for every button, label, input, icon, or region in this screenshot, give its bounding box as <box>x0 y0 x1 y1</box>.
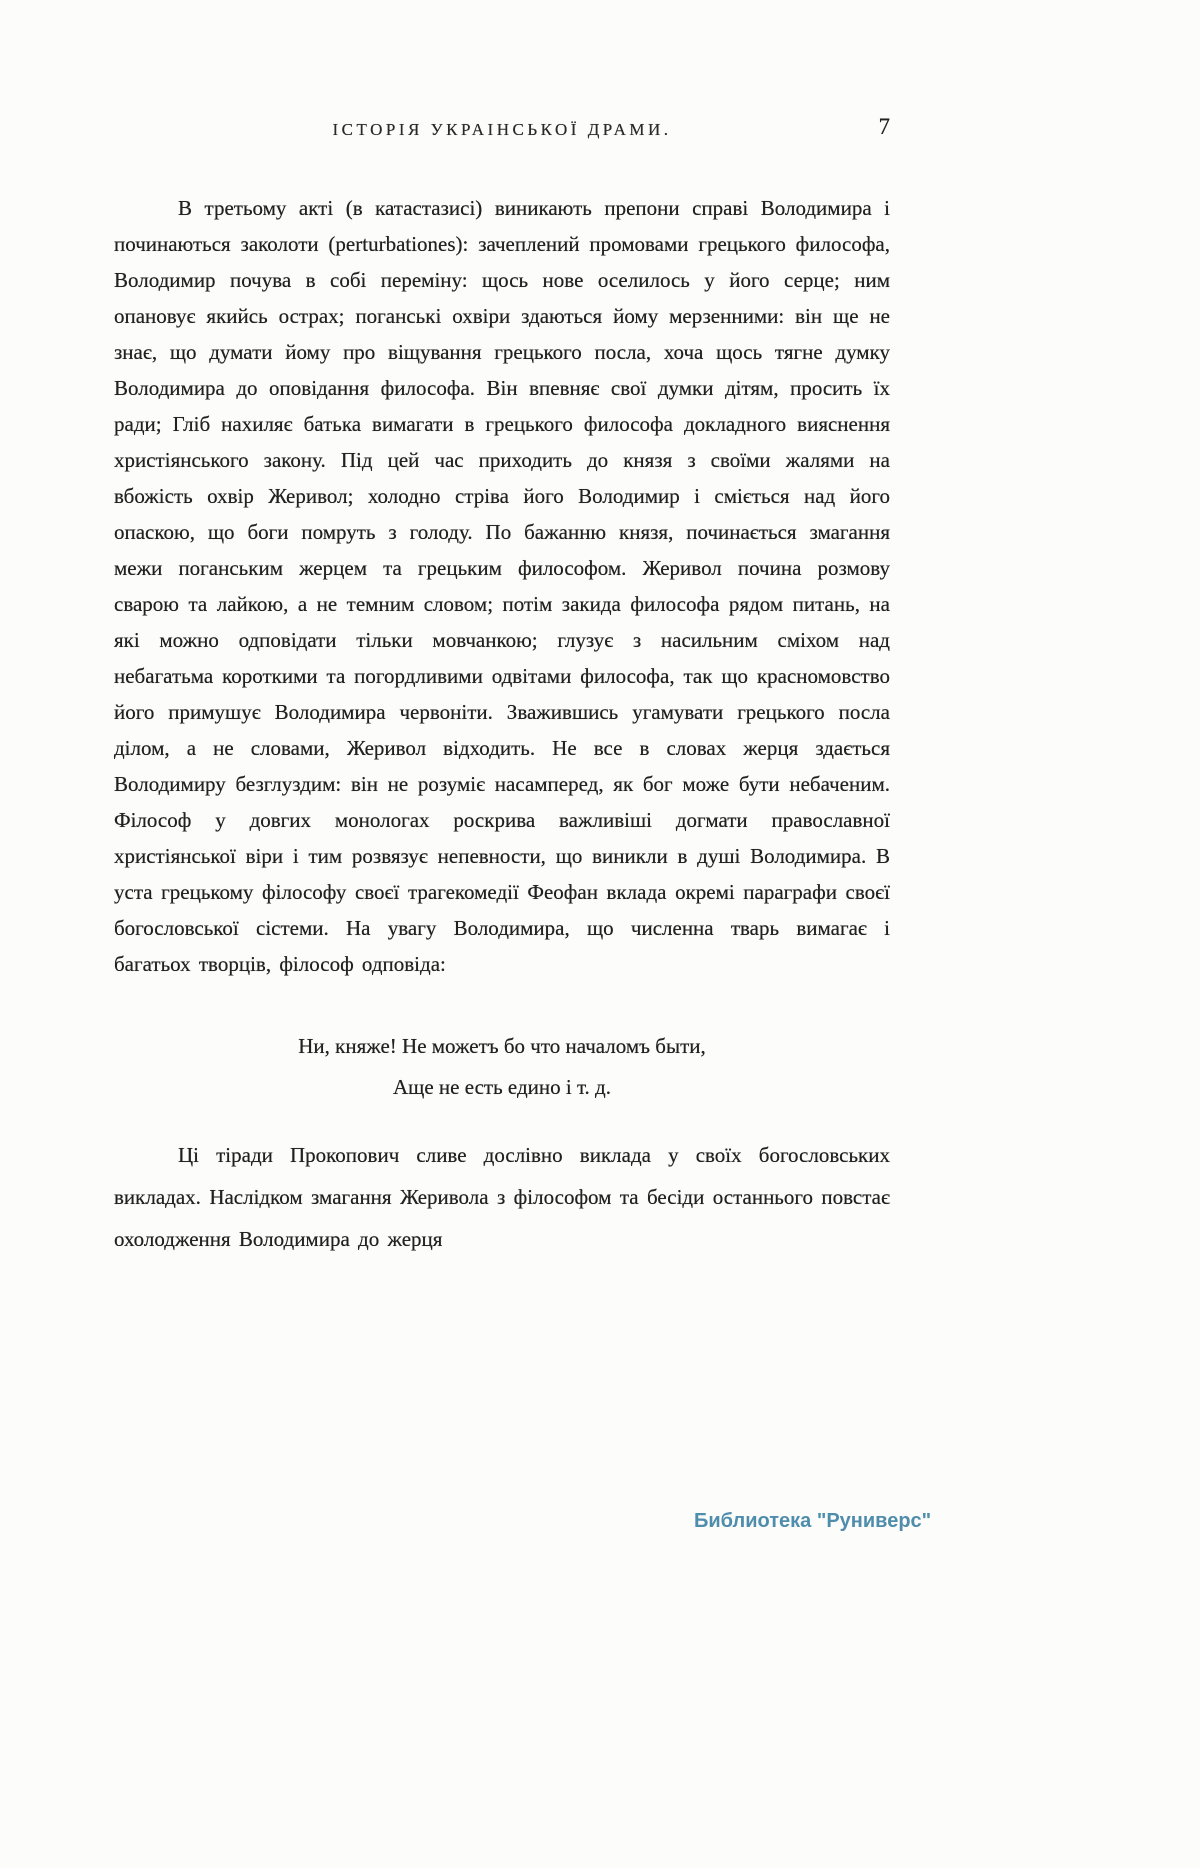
page-header <box>114 114 890 148</box>
verse-quote <box>114 1026 890 1108</box>
page-number: 7 <box>878 114 890 139</box>
text-column <box>114 0 890 1260</box>
verse-line-1: Ни, княже! Не можетъ бо что началомъ быти, <box>298 1034 706 1058</box>
body-paragraph-2: Ці тіради Прокопович сливе дослівно виклада у своїх богословських викладах. Наслідком змагання Жеривола з філософом та бесіди останнього повстає охолодження Володимира до жерця <box>114 1143 890 1251</box>
verse-line-2: Аще не есть едино і т. д. <box>393 1075 611 1099</box>
body-paragraph-1: В третьому акті (в катастазисі) виникають препони справі Володимира і починаються заколоти (perturbationes): зачеплений промовами грецького философа, Володимир почува в собі переміну: щось нове оселилось у його серце; ним опановує якийсь острах; поганські охвіри здаються йому мерзенними: він ще не знає, що думати йому про віщування грецького посла, хоча щось тягне думку Володимира до оповідання философа. Він впевняє свої думки дітям, просить їх ради; Гліб нахиляє батька вимагати в грецького философа докладного вияснення христіянського закону. Під цей час приходить до князя з своїми жалями на вбожість охвір Жеривол; холодно стріва його Володимир і сміється над його опаскою, що боги помруть з голоду. По бажанню князя, починається змагання межи поганським жерцем та грецьким философом. Жеривол почина розмову сварою та лайкою, а не темним словом; потім закида философа рядом питань, на які можно одповідати тільки мовчанкою; глузує з насильним сміхом над небагатьма короткими та погордливими одвітами философа, так що красномовство його примушує Володимира червоніти. Зважившись угамувати грецького посла ділом, а не словами, Жеривол відходить. Не все в словах жерця здається Володимиру безглуздим: він не розуміє насамперед, як бог може бути небаченим. Філософ у довгих монологах роскрива важливіші догмати православної христіянської віри і тим розвязує непевности, що виникли в душі Володимира. В уста грецькому філософу своєї трагекомедії Феофан вклада окремі параграфи своєї богословської сістеми. На увагу Володимира, що численна тварь вимагає і багатьох творців, філософ одповіда: <box>114 196 890 976</box>
running-title: ІСТОРІЯ УКРАІНСЬКОЇ ДРАМИ. <box>332 120 672 139</box>
library-watermark: Библиотека "Руниверс" <box>694 1510 932 1532</box>
